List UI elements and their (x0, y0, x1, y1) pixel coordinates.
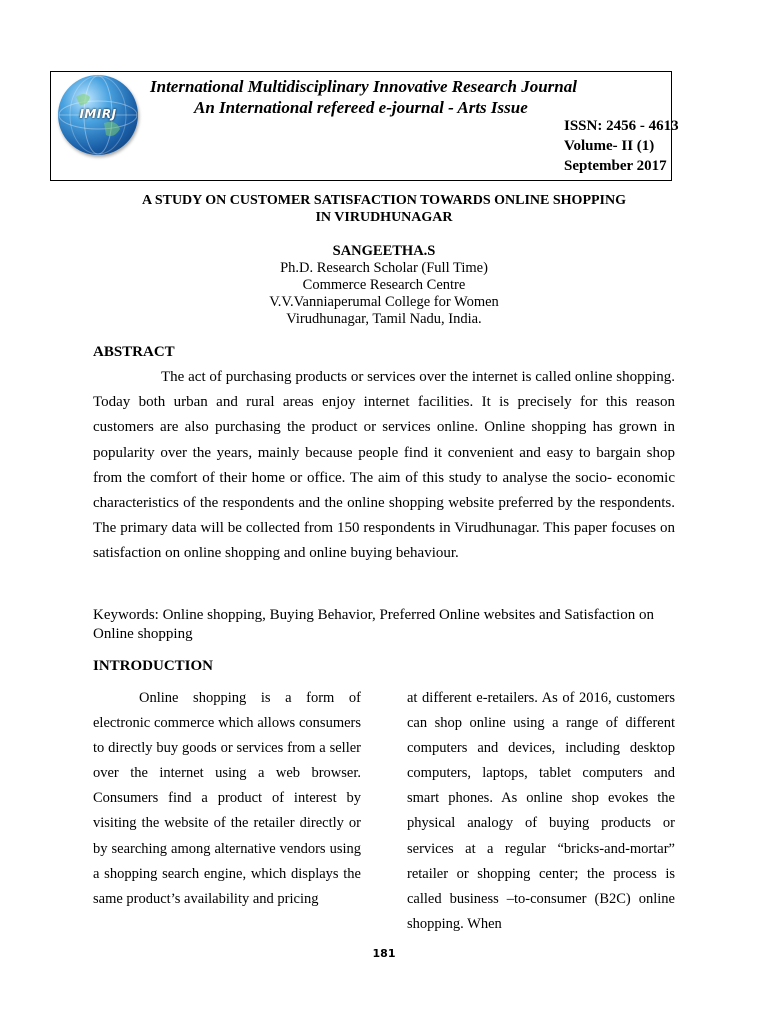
journal-logo-globe-icon (58, 75, 138, 155)
introduction-column-right: at different e-retailers. As of 2016, customers can shop online using a range of different computers and devices, including desktop computers, laptops, tablet computers and smart phones. As online shop evokes the physical analogy of buying products or services at a regular “bricks-and-mortar” retailer or shopping center; the process is called business –to-consumer (B2C) online shopping. When (407, 690, 675, 932)
abstract-text (93, 365, 675, 567)
author-department: Commerce Research Centre (302, 277, 466, 293)
author-college: V.V.Vanniaperumal College for Women (269, 294, 499, 310)
issue-date: September 2017 (564, 158, 667, 174)
paper-title-line-2: IN VIRUDHUNAGAR (315, 210, 453, 225)
journal-header (50, 71, 679, 181)
author-block (93, 243, 675, 328)
paper-title (93, 192, 675, 226)
introduction-column-left (93, 686, 361, 912)
introduction-left-text: Online shopping is a form of electronic commerce which allows consumers to directly buy goods or services from a seller over the internet using a web browser. Consumers find a product of interest by visiting the website of the retailer directly or by searching among alternative vendors using a shopping search engine, which displays the same product’s availability and pricing (93, 690, 361, 907)
issn: ISSN: 2456 - 4613 (564, 118, 679, 134)
logo-text: IMIRJ (79, 107, 117, 121)
abstract-heading: ABSTRACT (93, 344, 175, 360)
page-number: 181 (372, 947, 396, 960)
volume: Volume- II (1) (564, 138, 655, 154)
author-position: Ph.D. Research Scholar (Full Time) (280, 260, 488, 276)
journal-title: International Multidisciplinary Innovative Research Journal (150, 77, 577, 96)
journal-subtitle: An International refereed e-journal - Arts Issue (194, 98, 528, 117)
author-location: Virudhunagar, Tamil Nadu, India. (286, 311, 482, 327)
abstract-body: The act of purchasing products or services over the internet is called online shopping. Today both urban and rural areas enjoy internet facilities. It is precisely for this reason customers are also purchasing the product or services online. Online shopping has grown in popularity over the years, mainly because people find it convenient and easy to bargain shop from the comfort of their home or office. The aim of this study to analyse the socio- economic characteristics of the respondents and the online shopping website preferred by the respondents. The primary data will be collected from 150 respondents in Virudhunagar. This paper focuses on satisfaction on online shopping and online buying behaviour. (93, 369, 675, 562)
keywords: Keywords: Online shopping, Buying Behavior, Preferred Online websites and Satisfaction on Online shopping (93, 607, 654, 642)
author-name: SANGEETHA.S (332, 243, 436, 259)
introduction-heading: INTRODUCTION (93, 658, 214, 674)
paper-title-line-1: A STUDY ON CUSTOMER SATISFACTION TOWARDS ONLINE SHOPPING (141, 193, 626, 208)
